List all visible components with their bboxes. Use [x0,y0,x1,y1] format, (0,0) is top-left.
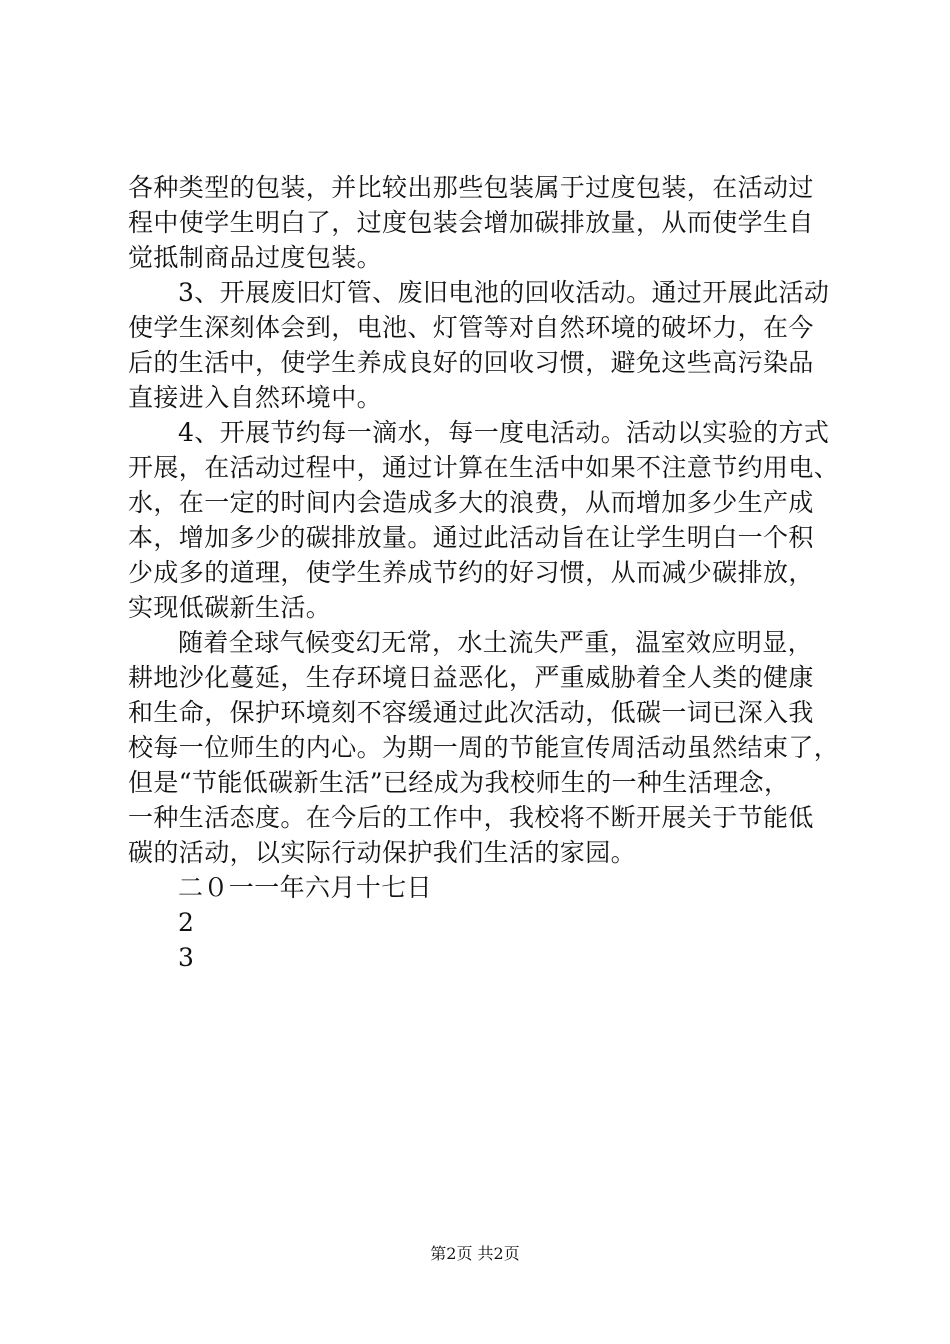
text-line: 2 [178,908,195,937]
text-line: 实现低碳新生活。 [128,593,332,622]
text-line: 少成多的道理，使学生养成节约的好习惯，从而减少碳排放， [128,558,814,587]
text-line: 碳的活动，以实际行动保护我们生活的家园。 [128,838,637,867]
text-line: 直接进入自然环境中。 [128,383,383,412]
text-line: 觉抵制商品过度包装。 [128,243,383,272]
text-line: 使学生深刻体会到，电池、灯管等对自然环境的破坏力，在今 [128,313,814,342]
text-line: 一种生活态度。在今后的工作中，我校将不断开展关于节能低 [128,803,814,832]
text-line: 本，增加多少的碳排放量。通过此活动旨在让学生明白一个积 [128,523,814,552]
text-line: 开展，在活动过程中，通过计算在生活中如果不注意节约用电、 [128,453,840,482]
text-line: 随着全球气候变幻无常，水土流失严重，温室效应明显， [178,628,814,657]
text-line: 3、开展废旧灯管、废旧电池的回收活动。通过开展此活动 [178,278,830,307]
text-line: 耕地沙化蔓延，生存环境日益恶化，严重威胁着全人类的健康 [128,663,814,692]
text-line: 二０一一年六月十七日 [178,873,433,902]
text-line: 各种类型的包装，并比较出那些包装属于过度包装，在活动过 [128,173,814,202]
page-footer: 第2页 共2页 [430,1244,520,1263]
text-line: 但是“节能低碳新生活”已经成为我校师生的一种生活理念， [128,768,790,797]
text-line: 后的生活中，使学生养成良好的回收习惯，避免这些高污染品 [128,348,814,377]
text-line: 3 [178,943,195,972]
text-line: 和生命，保护环境刻不容缓通过此次活动，低碳一词已深入我 [128,698,814,727]
text-line: 校每一位师生的内心。为期一周的节能宣传周活动虽然结束了， [128,733,840,762]
document-body [128,170,840,975]
text-line: 程中使学生明白了，过度包装会增加碳排放量，从而使学生自 [128,208,814,237]
text-line: 水，在一定的时间内会造成多大的浪费，从而增加多少生产成 [128,488,814,517]
text-line: 4、开展节约每一滴水，每一度电活动。活动以实验的方式 [178,418,830,447]
